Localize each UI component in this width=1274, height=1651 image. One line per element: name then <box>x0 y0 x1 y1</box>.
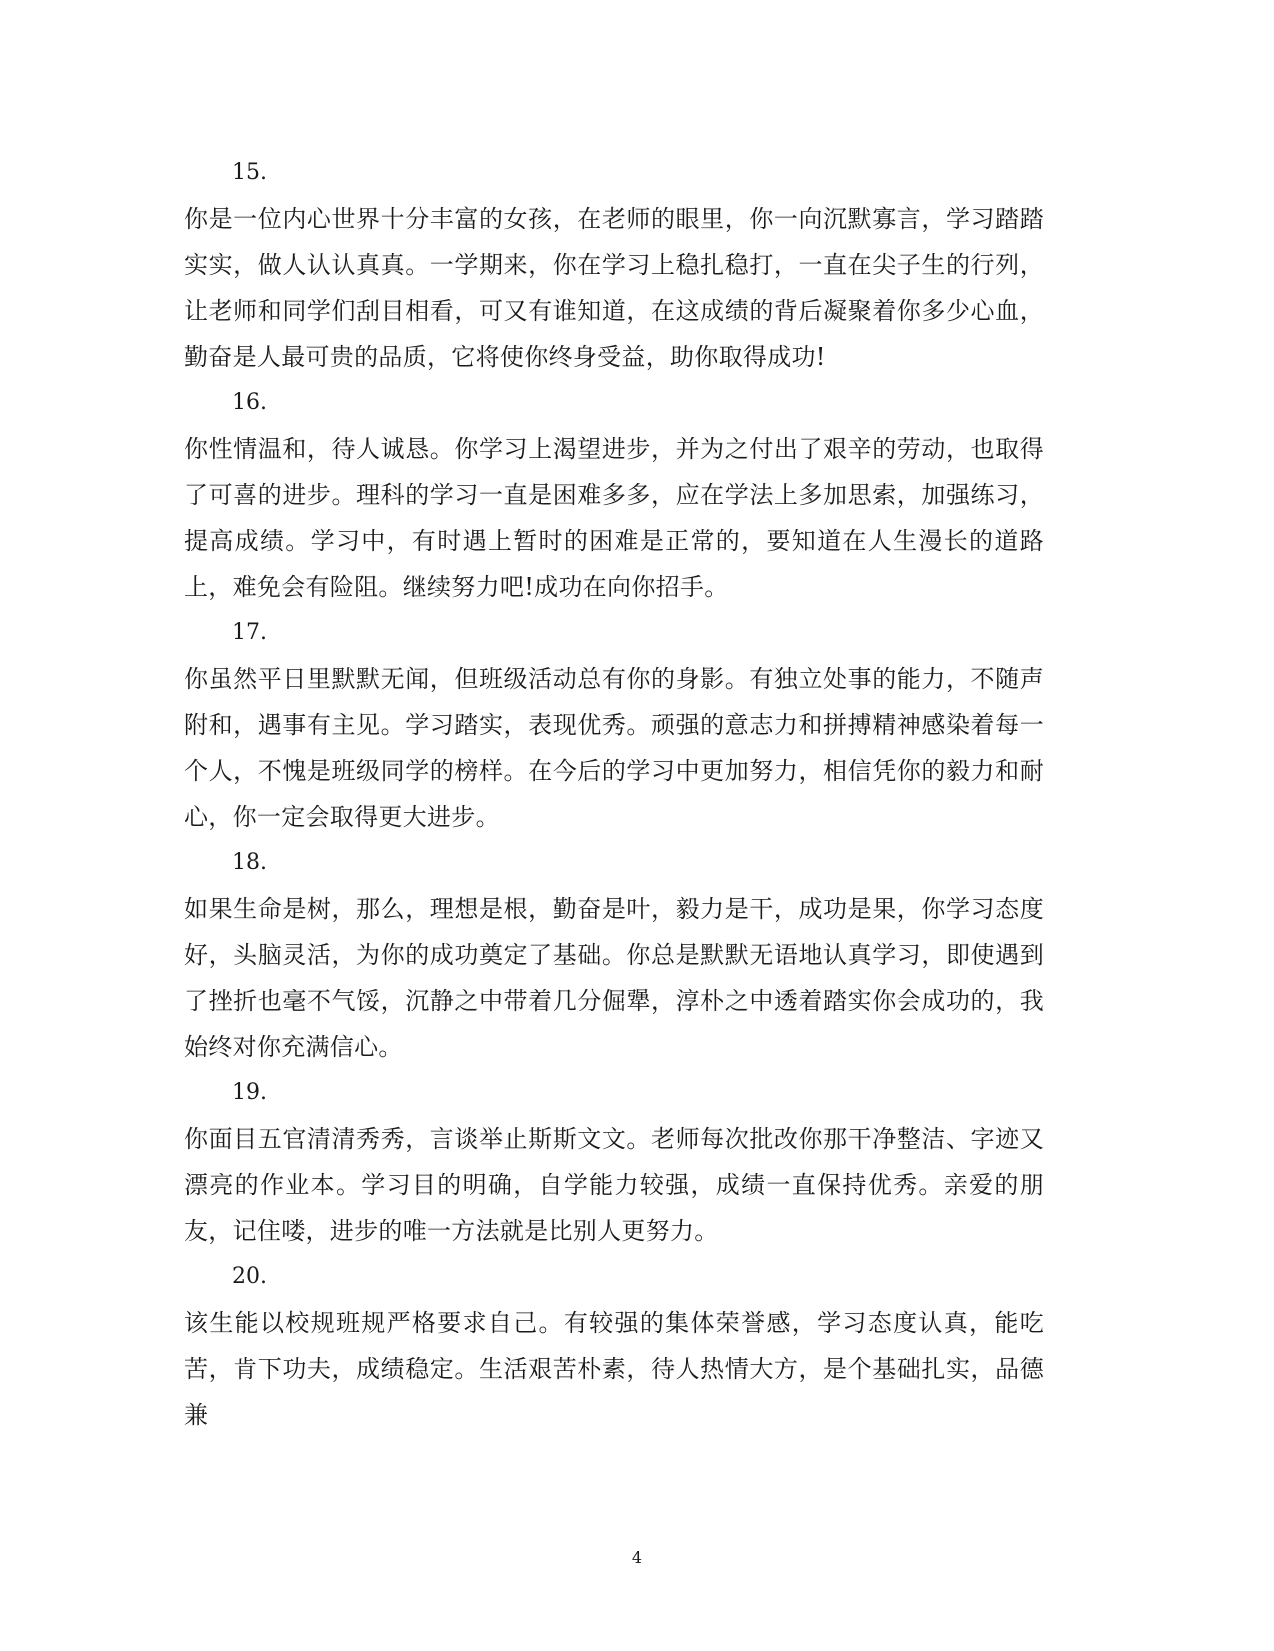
page-content <box>184 150 1044 1438</box>
entry-paragraph: 你性情温和，待人诚恳。你学习上渴望进步，并为之付出了艰辛的劳动，也取得了可喜的进步。理科的学习一直是困难多多，应在学法上多加思索，加强练习，提高成绩。学习中，有时遇上暂时的困难是正常的，要知道在人生漫长的道路上，难免会有险阻。继续努力吧!成功在向你招手。 <box>184 435 1044 601</box>
entry-number: 19. <box>232 1080 267 1105</box>
page-number: 4 <box>631 1548 643 1567</box>
entry-paragraph: 如果生命是树，那么，理想是根，勤奋是叶，毅力是干，成功是果，你学习态度好，头脑灵活，为你的成功奠定了基础。你总是默默无语地认真学习，即使遇到了挫折也毫不气馁，沉静之中带着几分倔犟，淳朴之中透着踏实你会成功的，我始终对你充满信心。 <box>184 895 1044 1061</box>
entry-paragraph: 该生能以校规班规严格要求自己。有较强的集体荣誉感，学习态度认真，能吃苦，肯下功夫，成绩稳定。生活艰苦朴素，待人热情大方，是个基础扎实，品德兼 <box>184 1309 1044 1429</box>
entry-paragraph: 你虽然平日里默默无闻，但班级活动总有你的身影。有独立处事的能力，不随声附和，遇事有主见。学习踏实，表现优秀。顽强的意志力和拼搏精神感染着每一个人，不愧是班级同学的榜样。在今后的学习中更加努力，相信凭你的毅力和耐心，你一定会取得更大进步。 <box>184 665 1044 831</box>
entry-number: 16. <box>232 390 267 415</box>
entry-paragraph: 你面目五官清清秀秀，言谈举止斯斯文文。老师每次批改你那干净整洁、字迹又漂亮的作业本。学习目的明确，自学能力较强，成绩一直保持优秀。亲爱的朋友，记住喽，进步的唯一方法就是比别人更努力。 <box>184 1125 1044 1245</box>
entry-number: 15. <box>232 160 267 185</box>
entry-number: 17. <box>232 620 267 645</box>
entry-number: 18. <box>232 850 267 875</box>
entry-paragraph: 你是一位内心世界十分丰富的女孩，在老师的眼里，你一向沉默寡言，学习踏踏实实，做人认认真真。一学期来，你在学习上稳扎稳打，一直在尖子生的行列，让老师和同学们刮目相看，可又有谁知道，在这成绩的背后凝聚着你多少心血，勤奋是人最可贵的品质，它将使你终身受益，助你取得成功! <box>184 205 1044 371</box>
entry-number: 20. <box>232 1264 267 1289</box>
